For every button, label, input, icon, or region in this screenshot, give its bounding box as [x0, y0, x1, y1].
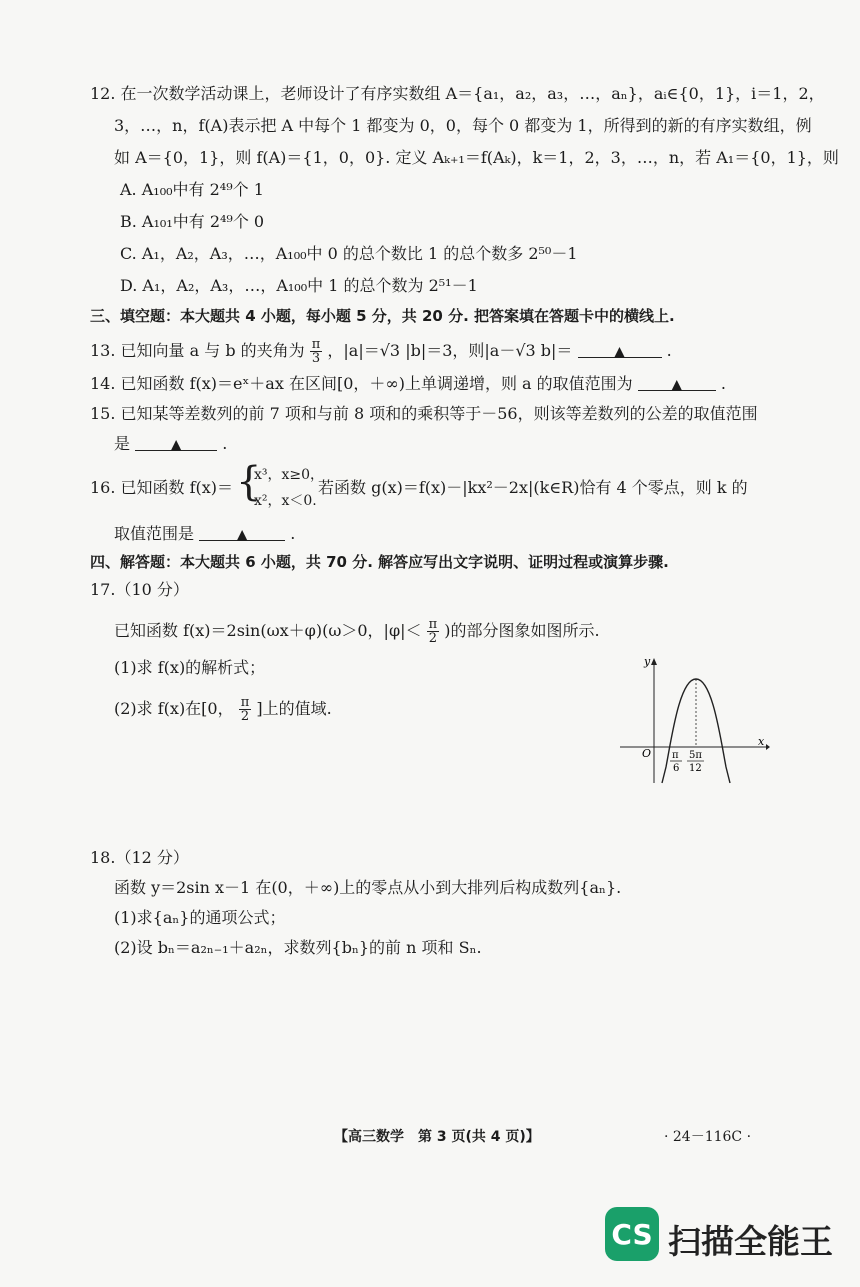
q15-end: . [222, 434, 228, 453]
q18-stem: 函数 y＝2sin x－1 在(0，＋∞)上的零点从小到大排列后构成数列{aₙ}. [114, 878, 622, 897]
q13 [90, 338, 672, 365]
q15-line1: 15. 已知某等差数列的前 7 项和与前 8 项和的乘积等于－56，则该等差数列的公差的取值范围 [90, 404, 758, 423]
camscanner-name: 扫描全能王 [668, 1222, 833, 1261]
q15-line2 [114, 434, 227, 454]
q13-text-pre: 13. 已知向量 a 与 b 的夹角为 [90, 341, 305, 360]
q16-case2: x²，x＜0. [254, 493, 317, 509]
x-axis-label: x [758, 735, 765, 748]
q17-part2 [114, 696, 332, 723]
blank-mark-icon: ▲ [671, 377, 683, 393]
q15-answer-blank[interactable] [135, 434, 217, 451]
q17-part2-post: ]上的值域. [256, 699, 332, 718]
tick1-num: π [672, 750, 679, 761]
q13-end: . [666, 341, 672, 360]
q16-end: . [290, 524, 296, 543]
y-axis-label: y [644, 655, 651, 668]
q13-frac-den: 3 [311, 351, 321, 366]
q14 [90, 374, 726, 394]
q13-answer-blank[interactable] [578, 341, 662, 358]
q12-option-c: C. A₁，A₂，A₃，…，A₁₀₀中 0 的总个数比 1 的总个数多 2⁵⁰－1 [120, 244, 578, 263]
q12-line1: 12. 在一次数学活动课上，老师设计了有序实数组 A＝{a₁，a₂，a₃，…，aₙ}，aᵢ∈{0，1}，i＝1，2， [90, 84, 825, 103]
q13-frac-num: π [311, 337, 321, 352]
y-axis-arrow-icon [651, 658, 657, 665]
q18-head: 18.（12 分） [90, 848, 189, 867]
page-footer: 【高三数学 第 3 页(共 4 页)】 [334, 1129, 540, 1145]
q12-line3: 如 A＝{0，1}，则 f(A)＝{1，0，0}. 定义 Aₖ₊₁＝f(Aₖ)，k＝1，2，3，…，n，若 A₁＝{0，1}，则 [114, 148, 839, 167]
tick1-den: 6 [673, 763, 680, 774]
q17-stem-post: )的部分图象如图所示. [444, 621, 600, 640]
q17-head: 17.（10 分） [90, 580, 189, 599]
q14-answer-blank[interactable] [638, 374, 716, 391]
q13-fraction [310, 338, 323, 365]
blank-mark-icon: ▲ [614, 344, 625, 360]
q12-option-a: A. A₁₀₀中有 2⁴⁹个 1 [120, 180, 264, 199]
piecewise-brace: { [236, 459, 262, 505]
q16-line2 [114, 524, 295, 544]
q17-stem [114, 618, 600, 645]
q17-stem-pre: 已知函数 f(x)＝2sin(ωx＋φ)(ω＞0，|φ|＜ [114, 621, 422, 640]
blank-mark-icon: ▲ [170, 437, 182, 453]
q17-sine-graph [620, 655, 770, 785]
q16-post: 若函数 g(x)＝f(x)－|kx²－2x|(k∈R)恰有 4 个零点，则 k 的 [318, 478, 748, 497]
q15-text: 是 [114, 434, 131, 453]
origin-label: O [642, 747, 652, 760]
q13-text-post: ，|a|＝√3 |b|＝3，则|a－√3 b|＝ [327, 341, 573, 360]
q14-text: 14. 已知函数 f(x)＝eˣ＋ax 在区间[0，＋∞)上单调递增，则 a 的取值范围为 [90, 374, 633, 393]
q17-part2-frac-num: π [240, 695, 250, 710]
q17-part2-frac-den: 2 [240, 709, 250, 724]
q12-line2: 3，…，n，f(A)表示把 A 中每个 1 都变为 0，0，每个 0 都变为 1，所得到的新的有序实数组，例 [114, 116, 812, 135]
q17-part1: (1)求 f(x)的解析式； [114, 658, 266, 677]
q16-case1: x³，x≥0， [254, 467, 325, 483]
camscanner-logo-icon: CS [605, 1207, 659, 1261]
q16-answer-blank[interactable] [199, 524, 285, 541]
q12-option-d: D. A₁，A₂，A₃，…，A₁₀₀中 1 的总个数为 2⁵¹－1 [120, 276, 478, 295]
q16-text: 取值范围是 [114, 524, 195, 543]
section-4-heading: 四、解答题：本大题共 6 小题，共 70 分. 解答应写出文字说明、证明过程或演算步骤. [90, 553, 669, 571]
q17-stem-frac-den: 2 [428, 631, 438, 646]
x-axis-arrow-icon [766, 744, 770, 750]
blank-mark-icon: ▲ [236, 527, 248, 543]
paper-code: · 24－116C · [664, 1129, 752, 1145]
q16-pre: 16. 已知函数 f(x)＝ [90, 478, 234, 497]
tick2-num: 5π [689, 750, 702, 761]
q18-part1: (1)求{aₙ}的通项公式； [114, 908, 286, 927]
q17-part2-pre: (2)求 f(x)在[0， [114, 699, 234, 718]
q12-option-b: B. A₁₀₁中有 2⁴⁹个 0 [120, 212, 265, 231]
q17-stem-frac-num: π [428, 617, 438, 632]
q14-end: . [720, 374, 726, 393]
q18-part2: (2)设 bₙ＝a₂ₙ₋₁＋a₂ₙ，求数列{bₙ}的前 n 项和 Sₙ. [114, 938, 482, 957]
q17-stem-fraction [427, 618, 440, 645]
tick2-den: 12 [689, 763, 702, 774]
section-3-heading: 三、填空题：本大题共 4 小题，每小题 5 分，共 20 分. 把答案填在答题卡中的横线上. [90, 307, 675, 325]
q17-part2-fraction [239, 696, 252, 723]
